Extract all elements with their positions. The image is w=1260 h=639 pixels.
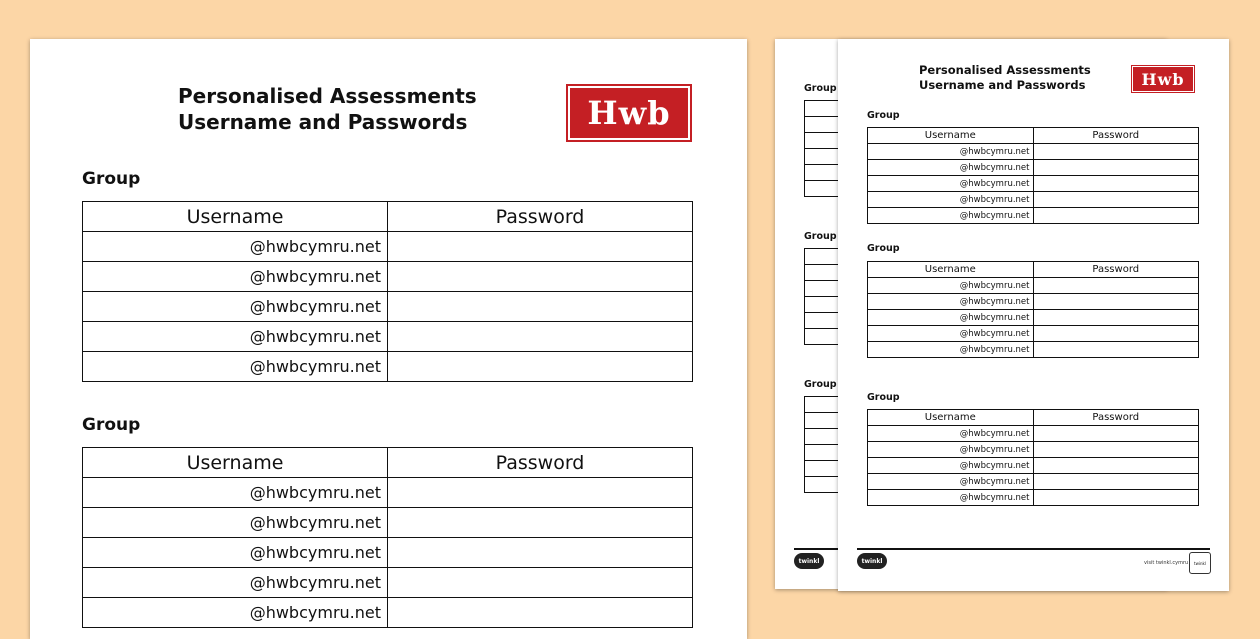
password-cell[interactable] <box>1033 278 1199 294</box>
password-header: Password <box>1033 410 1199 426</box>
password-cell[interactable] <box>388 538 693 568</box>
username-cell[interactable]: @hwbcymru.net <box>83 352 388 382</box>
table-row <box>868 474 1199 490</box>
username-cell[interactable]: @hwbcymru.net <box>868 310 1034 326</box>
twinkl-seal-icon: twinkl <box>1189 552 1211 574</box>
table-header-row <box>83 202 693 232</box>
password-header: Password <box>388 448 693 478</box>
worksheet-page-front <box>838 39 1229 591</box>
username-cell[interactable]: @hwbcymru.net <box>83 598 388 628</box>
table-row <box>83 322 693 352</box>
username-cell[interactable]: @hwbcymru.net <box>868 278 1034 294</box>
username-cell[interactable]: @hwbcymru.net <box>868 458 1034 474</box>
table-row <box>83 598 693 628</box>
credentials-table <box>867 127 1199 224</box>
group-label: Group <box>867 243 900 254</box>
table-row <box>83 352 693 382</box>
username-cell[interactable]: @hwbcymru.net <box>868 192 1034 208</box>
page-title <box>178 83 477 135</box>
password-cell[interactable] <box>1033 294 1199 310</box>
password-cell[interactable] <box>388 508 693 538</box>
title-line-1: Personalised Assessments <box>919 63 1091 77</box>
page-title <box>919 63 1091 93</box>
username-cell[interactable]: @hwbcymru.net <box>83 292 388 322</box>
table-row <box>868 442 1199 458</box>
table-row <box>868 294 1199 310</box>
password-cell[interactable] <box>388 598 693 628</box>
credentials-table <box>867 409 1199 506</box>
password-cell[interactable] <box>388 322 693 352</box>
password-cell[interactable] <box>1033 192 1199 208</box>
table-row <box>83 262 693 292</box>
password-cell[interactable] <box>1033 458 1199 474</box>
username-cell[interactable]: @hwbcymru.net <box>868 208 1034 224</box>
group-label: Group <box>804 83 837 94</box>
username-cell[interactable]: @hwbcymru.net <box>868 474 1034 490</box>
table-header-row <box>868 128 1199 144</box>
worksheet-page-main <box>30 39 747 639</box>
password-cell[interactable] <box>1033 144 1199 160</box>
username-header: Username <box>868 128 1034 144</box>
password-cell[interactable] <box>1033 208 1199 224</box>
username-cell[interactable]: @hwbcymru.net <box>83 478 388 508</box>
password-cell[interactable] <box>388 232 693 262</box>
twinkl-logo: twinkl <box>857 553 887 569</box>
username-cell[interactable]: @hwbcymru.net <box>868 342 1034 358</box>
password-cell[interactable] <box>388 352 693 382</box>
username-cell[interactable]: @hwbcymru.net <box>868 144 1034 160</box>
table-row <box>868 278 1199 294</box>
username-header: Username <box>83 202 388 232</box>
username-cell[interactable]: @hwbcymru.net <box>83 262 388 292</box>
table-row <box>83 292 693 322</box>
password-header: Password <box>388 202 693 232</box>
group-label: Group <box>82 169 141 189</box>
username-cell[interactable]: @hwbcymru.net <box>83 508 388 538</box>
table-header-row <box>868 410 1199 426</box>
username-cell[interactable]: @hwbcymru.net <box>83 568 388 598</box>
table-row <box>83 232 693 262</box>
table-row <box>868 160 1199 176</box>
username-cell[interactable]: @hwbcymru.net <box>868 490 1034 506</box>
credentials-table <box>867 261 1199 358</box>
password-cell[interactable] <box>1033 176 1199 192</box>
group-label: Group <box>82 415 141 435</box>
username-cell[interactable]: @hwbcymru.net <box>868 442 1034 458</box>
table-row <box>868 310 1199 326</box>
twinkl-logo: twinkl <box>794 553 824 569</box>
table-header-row <box>868 262 1199 278</box>
username-cell[interactable]: @hwbcymru.net <box>868 326 1034 342</box>
credentials-table <box>82 447 693 628</box>
username-cell[interactable]: @hwbcymru.net <box>83 232 388 262</box>
group-label: Group <box>867 392 900 403</box>
table-row <box>868 192 1199 208</box>
table-row <box>868 342 1199 358</box>
username-header: Username <box>83 448 388 478</box>
group-label: Group <box>867 110 900 121</box>
username-cell[interactable]: @hwbcymru.net <box>868 294 1034 310</box>
password-header: Password <box>1033 128 1199 144</box>
group-label: Group <box>804 379 837 390</box>
username-cell[interactable]: @hwbcymru.net <box>868 160 1034 176</box>
credentials-table <box>82 201 693 382</box>
username-cell[interactable]: @hwbcymru.net <box>83 538 388 568</box>
password-cell[interactable] <box>1033 490 1199 506</box>
footer-rule <box>857 548 1210 550</box>
username-cell[interactable]: @hwbcymru.net <box>868 176 1034 192</box>
password-cell[interactable] <box>1033 426 1199 442</box>
password-cell[interactable] <box>1033 442 1199 458</box>
password-cell[interactable] <box>1033 342 1199 358</box>
table-row <box>868 490 1199 506</box>
password-cell[interactable] <box>388 292 693 322</box>
username-cell[interactable]: @hwbcymru.net <box>868 426 1034 442</box>
username-cell[interactable]: @hwbcymru.net <box>83 322 388 352</box>
title-line-2: Username and Passwords <box>919 77 1086 92</box>
table-row <box>868 208 1199 224</box>
username-header: Username <box>868 262 1034 278</box>
title-line-1: Personalised Assessments <box>178 84 477 108</box>
table-row <box>83 478 693 508</box>
footer-url: visit twinkl.cymru <box>1144 560 1189 566</box>
table-row <box>83 508 693 538</box>
password-cell[interactable] <box>1033 310 1199 326</box>
password-cell[interactable] <box>1033 326 1199 342</box>
table-row <box>83 568 693 598</box>
password-cell[interactable] <box>388 568 693 598</box>
group-label: Group <box>804 231 837 242</box>
username-header: Username <box>868 410 1034 426</box>
password-cell[interactable] <box>388 478 693 508</box>
password-header: Password <box>1033 262 1199 278</box>
title-line-2: Username and Passwords <box>178 110 468 134</box>
hwb-logo: Hwb <box>568 86 690 140</box>
table-header-row <box>83 448 693 478</box>
table-row <box>868 458 1199 474</box>
password-cell[interactable] <box>1033 160 1199 176</box>
table-row <box>868 326 1199 342</box>
table-row <box>83 538 693 568</box>
password-cell[interactable] <box>388 262 693 292</box>
table-row <box>868 176 1199 192</box>
table-row <box>868 426 1199 442</box>
password-cell[interactable] <box>1033 474 1199 490</box>
table-row <box>868 144 1199 160</box>
hwb-logo: Hwb <box>1132 66 1194 92</box>
